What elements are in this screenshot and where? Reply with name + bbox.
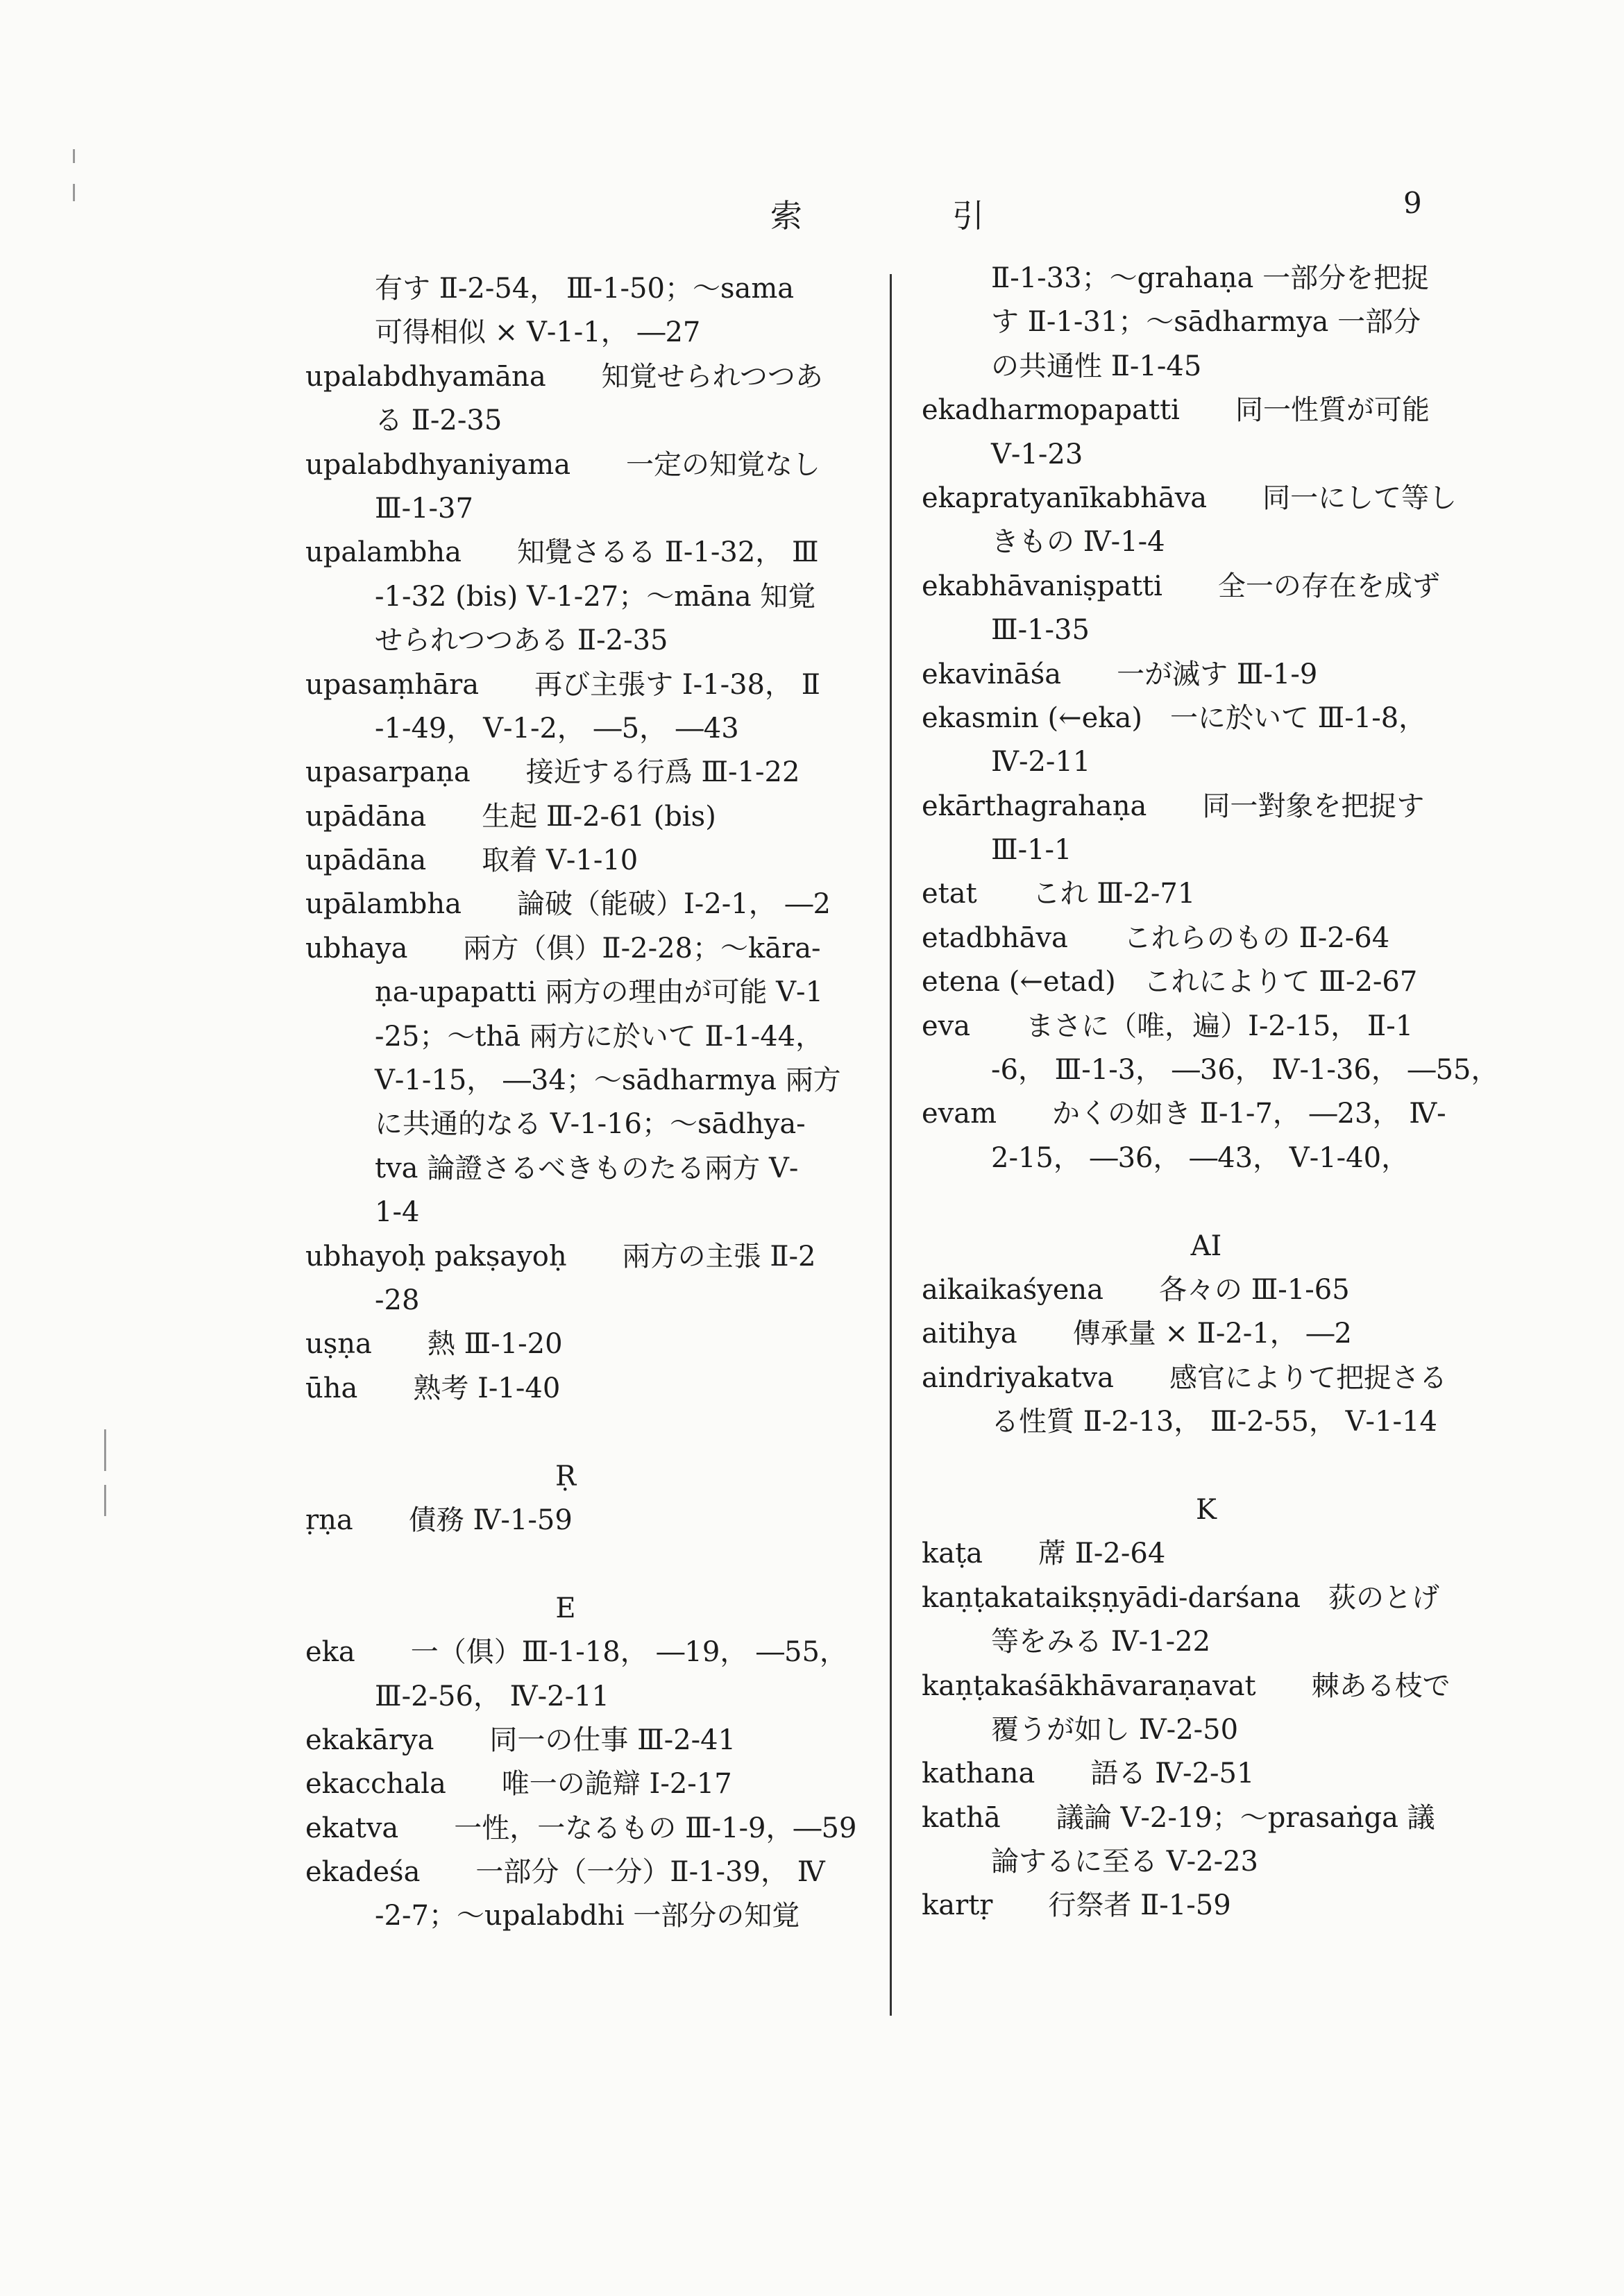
section-heading: Ṛ — [555, 1460, 577, 1493]
index-entry-continuation: ṇa-upapatti 兩方の理由が可能 Ⅴ-1 — [375, 976, 824, 1009]
index-entry-continuation: す Ⅱ-1-31；～sādharmya 一部分 — [991, 306, 1421, 339]
index-entry-continuation: る性質 Ⅱ-2-13， Ⅲ-2-55， Ⅴ-1-14 — [991, 1406, 1437, 1438]
section-gap — [305, 1542, 868, 1586]
index-entry-continuation: Ⅲ-1-35 — [991, 614, 1090, 647]
index-entry: kathana 語る Ⅳ-2-51 — [922, 1758, 1255, 1790]
index-entry: kaṇṭakaśākhāvaraṇavat 棘ある枝で — [922, 1669, 1450, 1702]
index-entry: aindriyakatva 感官によりて把捉さる — [922, 1361, 1447, 1394]
index-entry-continuation: Ⅳ-2-11 — [991, 746, 1091, 779]
index-entry-continuation: 有す Ⅱ-2-54， Ⅲ-1-50；～sama — [375, 273, 795, 305]
index-entry: ekatva 一性，一なるもの Ⅲ-1-9，―59 — [305, 1812, 857, 1844]
index-entry-continuation: きもの Ⅳ-1-4 — [991, 526, 1165, 559]
index-entry-continuation: Ⅲ-1-1 — [991, 834, 1072, 867]
index-entry: ekavināśa 一が滅す Ⅲ-1-9 — [922, 658, 1318, 690]
index-entry-continuation: 1-4 — [375, 1196, 420, 1229]
index-entry: upalabdhyaniyama 一定の知覚なし — [305, 448, 821, 481]
running-head-left: 索 — [770, 197, 802, 235]
index-entry-continuation: に共通的なる Ⅴ-1-16；～sādhya- — [375, 1108, 806, 1141]
index-entry: uṣṇa 熱 Ⅲ-1-20 — [305, 1328, 563, 1361]
index-entry: upalambha 知覺さるる Ⅱ-1-32， Ⅲ — [305, 536, 819, 569]
index-entry-continuation: Ⅲ-2-56， Ⅳ-2-11 — [375, 1680, 610, 1712]
index-entry: upādāna 取着 Ⅴ-1-10 — [305, 844, 638, 877]
index-entry: ekasmin (←eka) 一に於いて Ⅲ-1-8， — [922, 701, 1427, 734]
index-entry: etena (←etad) これによりて Ⅲ-2-67 — [922, 966, 1418, 998]
index-entry-continuation: Ⅴ-1-15， ―34；～sādharmya 兩方 — [375, 1064, 841, 1097]
index-entry-continuation: 論するに至る Ⅴ-2-23 — [991, 1846, 1258, 1878]
index-entry-continuation: Ⅴ-1-23 — [991, 438, 1083, 470]
index-entry-continuation: 等をみる Ⅳ-1-22 — [991, 1626, 1211, 1658]
index-entry: kartṛ 行祭者 Ⅱ-1-59 — [922, 1889, 1231, 1922]
index-entry: etat これ Ⅲ-2-71 — [922, 878, 1196, 910]
index-entry: ekabhāvaniṣpatti 全一の存在を成ず — [922, 570, 1440, 602]
index-entry: ekacchala 唯一の詭辯 Ⅰ-2-17 — [305, 1768, 732, 1801]
index-entry-continuation: 2-15， ―36， ―43， Ⅴ-1-40， — [991, 1141, 1410, 1174]
index-entry: etadbhāva これらのもの Ⅱ-2-64 — [922, 921, 1390, 954]
section-gap — [305, 1411, 868, 1454]
scan-mark — [104, 1429, 106, 1471]
index-entry-continuation: -28 — [375, 1284, 420, 1316]
column-divider — [890, 274, 892, 2016]
index-entry: upālambha 論破（能破）Ⅰ-2-1， ―2 — [305, 888, 831, 921]
index-entry: ubhayoḥ pakṣayoḥ 兩方の主張 Ⅱ-2 — [305, 1240, 816, 1273]
index-entry-continuation: Ⅱ-1-33；～grahaṇa 一部分を把捉 — [991, 262, 1430, 294]
index-entry-continuation: tva 論證さるべきものたる兩方 Ⅴ- — [375, 1152, 799, 1184]
index-entry: kaṭa 蓆 Ⅱ-2-64 — [922, 1538, 1166, 1570]
index-entry-continuation: 覆うが如し Ⅳ-2-50 — [991, 1713, 1239, 1746]
index-entry: evam かくの如き Ⅱ-1-7， ―23， Ⅳ- — [922, 1098, 1446, 1130]
index-entry: aikaikaśyena 各々の Ⅲ-1-65 — [922, 1273, 1350, 1306]
index-entry-continuation: -2-7；～upalabdhi 一部分の知覚 — [375, 1900, 800, 1932]
index-entry: ubhaya 兩方（俱）Ⅱ-2-28；～kāra- — [305, 932, 821, 964]
section-heading: E — [555, 1592, 576, 1624]
index-entry: ekadharmopapatti 同一性質が可能 — [922, 394, 1430, 427]
section-heading: AI — [1190, 1230, 1222, 1262]
scan-mark — [73, 184, 75, 201]
section-gap — [922, 1180, 1532, 1224]
page-number: 9 — [1403, 186, 1422, 220]
index-entry-continuation: せられつつある Ⅱ-2-35 — [375, 624, 668, 657]
index-column-left — [305, 267, 868, 1939]
index-entry: kaṇṭakataikṣṇyādi-darśana 荻のとげ — [922, 1581, 1440, 1614]
index-entry: eka 一（俱）Ⅲ-1-18， ―19， ―55， — [305, 1636, 847, 1669]
index-entry-continuation: Ⅲ-1-37 — [375, 492, 473, 525]
index-entry-continuation: -1-32 (bis) Ⅴ-1-27；～māna 知覚 — [375, 580, 816, 613]
index-entry: kathā 議論 Ⅴ-2-19；～prasaṅga 議 — [922, 1801, 1435, 1834]
index-entry: ekārthagrahaṇa 同一對象を把捉す — [922, 790, 1425, 822]
index-entry: ūha 熟考 Ⅰ-1-40 — [305, 1372, 561, 1404]
section-heading: K — [1196, 1493, 1217, 1526]
index-entry: ṛṇa 債務 Ⅳ-1-59 — [305, 1504, 573, 1536]
index-entry: upasaṃhāra 再び主張す Ⅰ-1-38， Ⅱ — [305, 668, 820, 701]
index-entry-continuation: る Ⅱ-2-35 — [375, 405, 502, 437]
scan-mark — [104, 1485, 106, 1516]
index-entry-continuation: -25；～thā 兩方に於いて Ⅱ-1-44， — [375, 1020, 824, 1053]
section-gap — [922, 1445, 1532, 1488]
index-entry-continuation: の共通性 Ⅱ-1-45 — [991, 350, 1202, 382]
index-entry: upādāna 生起 Ⅲ-2-61 (bis) — [305, 800, 716, 833]
index-entry: upalabdhyamāna 知覚せられつつあ — [305, 360, 823, 393]
index-entry: upasarpaṇa 接近する行爲 Ⅲ-1-22 — [305, 756, 800, 789]
running-head-right: 引 — [952, 197, 984, 235]
index-entry: ekapratyanīkabhāva 同一にして等し — [922, 482, 1457, 514]
index-entry-continuation: 可得相似 × Ⅴ-1-1， ―27 — [375, 316, 701, 349]
index-entry: aitihya 傳承量 × Ⅱ-2-1， ―2 — [922, 1318, 1352, 1350]
scan-mark — [73, 149, 75, 163]
index-entry: ekakārya 同一の仕事 Ⅲ-2-41 — [305, 1724, 736, 1756]
index-entry: eva まさに（唯，遍）Ⅰ-2-15， Ⅱ-1 — [922, 1010, 1414, 1042]
index-entry: ekadeśa 一部分（一分）Ⅱ-1-39， Ⅳ — [305, 1856, 825, 1889]
index-entry-continuation: -6， Ⅲ-1-3， ―36， Ⅳ-1-36， ―55， — [991, 1054, 1499, 1087]
index-column-right — [922, 257, 1532, 1928]
index-entry-continuation: -1-49， Ⅴ-1-2， ―5， ―43 — [375, 712, 739, 745]
